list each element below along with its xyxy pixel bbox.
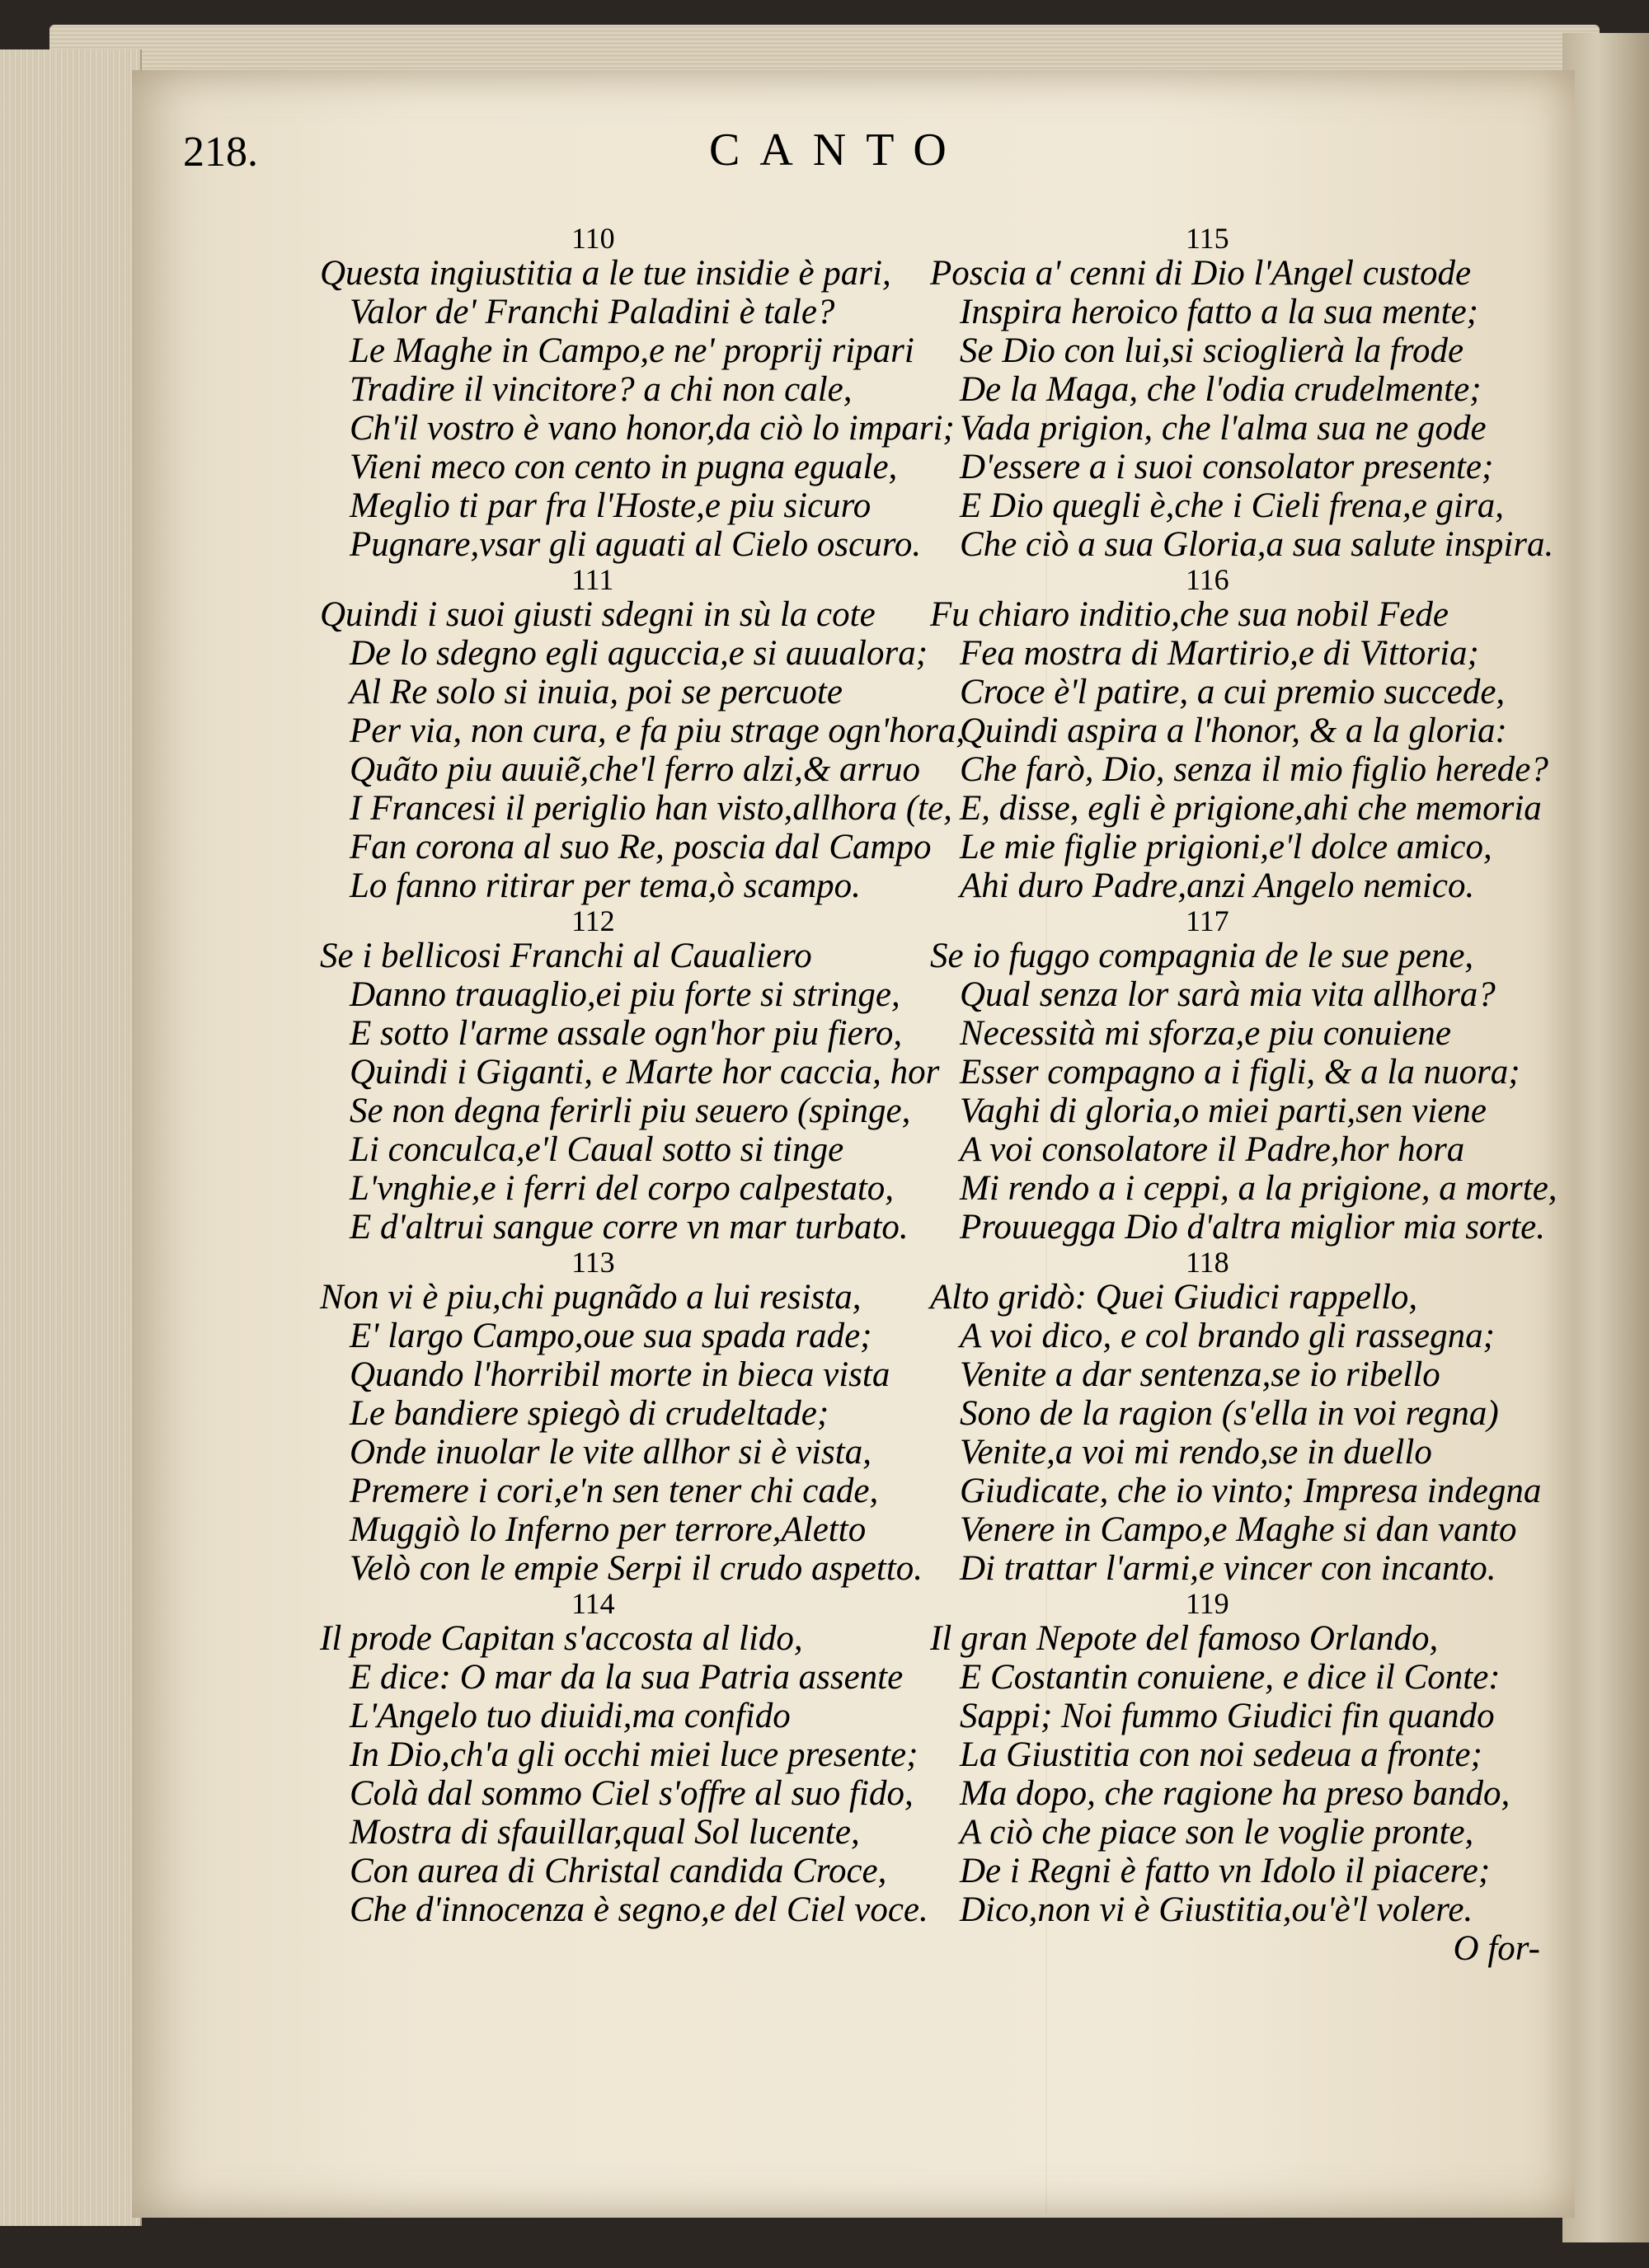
verse-line: Poscia a' cenni di Dio l'Angel custode — [930, 254, 1472, 293]
verse-line: Lo fanno ritirar per tema,ò scampo. — [350, 866, 861, 905]
verse-line: E sotto l'arme assale ogn'hor piu fiero, — [350, 1014, 903, 1053]
verse-line: D'essere a i suoi consolator presente; — [960, 448, 1494, 486]
verse-line: Necessità mi sforza,e piu conuiene — [960, 1014, 1451, 1053]
verse-line: L'Angelo tuo diuidi,ma confido — [350, 1697, 791, 1735]
right-column — [930, 223, 1573, 1968]
stanza-number: 112 — [571, 904, 615, 937]
verse-line: A voi dico, e col brando gli rassegna; — [960, 1317, 1495, 1355]
verse-line: E dice: O mar da la sua Patria assente — [350, 1658, 904, 1697]
verse-line: Tradire il vincitore? a chi non cale, — [350, 370, 853, 409]
verse-line: Venite,a voi mi rendo,se in duello — [960, 1433, 1432, 1472]
verse-line: Che d'innocenza è segno,e del Ciel voce. — [350, 1890, 928, 1929]
verse-line: Sappi; Noi fummo Giudici fin quando — [960, 1697, 1495, 1735]
verse-line: Vieni meco con cento in pugna eguale, — [350, 448, 898, 486]
verse-line: De lo sdegno egli aguccia,e si auualora; — [350, 634, 928, 673]
verse-line: Fu chiaro inditio,che sua nobil Fede — [930, 595, 1449, 634]
verse-line: Li conculca,e'l Caual sotto si tinge — [350, 1130, 844, 1169]
verse-line: L'vnghie,e i ferri del corpo calpestato, — [350, 1169, 895, 1208]
stanza — [930, 1588, 1573, 1929]
verse-line: Ch'il vostro è vano honor,da ciò lo impari; — [350, 409, 955, 448]
verse-line: E Costantin conuiene, e dice il Conte: — [960, 1658, 1501, 1697]
verse-line: Muggiò lo Inferno per terrore,Aletto — [350, 1510, 867, 1549]
verse-line: Che ciò a sua Gloria,a sua salute inspira. — [960, 525, 1554, 564]
verse-line: Fan corona al suo Re, poscia dal Campo — [350, 828, 932, 866]
stanza-number: 115 — [1186, 222, 1229, 255]
verse-line: La Giustitia con noi sedeua a fronte; — [960, 1735, 1482, 1774]
verse-line: Danno trauaglio,ei piu forte si stringe, — [350, 975, 900, 1014]
page-number: 218. — [183, 129, 258, 176]
verse-line: Velò con le empie Serpi il crudo aspetto. — [350, 1549, 923, 1588]
verse-line: A ciò che piace son le voglie pronte, — [960, 1813, 1474, 1852]
verse-line: Non vi è piu,chi pugnãdo a lui resista, — [320, 1278, 862, 1317]
verse-line: I Francesi il periglio han visto,allhora (te, — [350, 789, 952, 828]
verse-line: Quindi i Giganti, e Marte hor caccia, hor — [350, 1053, 940, 1092]
verse-line: Le bandiere spiegò di crudeltade; — [350, 1394, 829, 1433]
verse-line: Mi rendo a i ceppi, a la prigione, a morte, — [960, 1169, 1557, 1208]
verse-line: Con aurea di Christal candida Croce, — [350, 1852, 887, 1890]
verse-line: Se non degna ferirli piu seuero (spinge, — [350, 1092, 911, 1130]
verse-line: Le mie figlie prigioni,e'l dolce amico, — [960, 828, 1492, 866]
verse-line: In Dio,ch'a gli occhi miei luce presente; — [350, 1735, 918, 1774]
verse-line: Il gran Nepote del famoso Orlando, — [930, 1619, 1439, 1658]
verse-line: Se i bellicosi Franchi al Caualiero — [320, 937, 812, 975]
verse-line: De i Regni è fatto vn Idolo il piacere; — [960, 1852, 1491, 1890]
verse-line: Colà dal sommo Ciel s'offre al suo fido, — [350, 1774, 914, 1813]
verse-line: Al Re solo si inuia, poi se percuote — [350, 673, 843, 711]
stanza-number: 116 — [1186, 563, 1229, 596]
verse-line: Quando l'horribil morte in bieca vista — [350, 1355, 890, 1394]
verse-line: Ma dopo, che ragione ha preso bando, — [960, 1774, 1510, 1813]
verse-line: Vada prigion, che l'alma sua ne gode — [960, 409, 1487, 448]
verse-line: Premere i cori,e'n sen tener chi cade, — [350, 1472, 879, 1510]
book-page-edges — [0, 49, 142, 2226]
verse-line: Esser compagno a i figli, & a la nuora; — [960, 1053, 1520, 1092]
stanza — [930, 1247, 1573, 1588]
verse-line: E Dio quegli è,che i Cieli frena,e gira, — [960, 486, 1504, 525]
stanza — [320, 905, 938, 1247]
verse-line: Onde inuolar le vite allhor si è vista, — [350, 1433, 871, 1472]
stanza — [320, 222, 955, 564]
verse-line: Quindi i suoi giusti sdegni in sù la cote — [320, 595, 876, 634]
stanza — [930, 223, 1573, 564]
stanza — [320, 1588, 938, 1929]
verse-line: Prouuegga Dio d'altra miglior mia sorte. — [960, 1208, 1545, 1247]
verse-line: Le Maghe in Campo,e ne' proprij ripari — [350, 331, 914, 370]
verse-line: Che farò, Dio, senza il mio figlio herede? — [960, 750, 1548, 789]
verse-line: Se io fuggo compagnia de le sue pene, — [930, 937, 1474, 975]
verse-line: A voi consolatore il Padre,hor hora — [960, 1130, 1465, 1169]
book-top-edge — [49, 25, 1600, 74]
verse-line: E' largo Campo,oue sua spada rade; — [350, 1317, 872, 1355]
verse-line: Pugnare,vsar gli aguati al Cielo oscuro. — [350, 525, 922, 564]
stanza — [320, 563, 965, 905]
verse-line: Vaghi di gloria,o miei parti,sen viene — [960, 1092, 1487, 1130]
verse-line: E, disse, egli è prigione,ahi che memoria — [960, 789, 1542, 828]
stanza — [320, 1247, 938, 1588]
stanza-number: 113 — [571, 1246, 615, 1279]
facing-page-edge — [1562, 33, 1649, 2242]
verse-line: Dico,non vi è Giustitia,ou'è'l volere. — [960, 1890, 1473, 1929]
verse-line: Inspira heroico fatto a la sua mente; — [960, 293, 1479, 331]
stanza-number: 110 — [571, 222, 615, 255]
verse-line: Qual senza lor sarà mia vita allhora? — [960, 975, 1496, 1014]
stanza — [930, 905, 1573, 1247]
verse-line: Meglio ti par fra l'Hoste,e piu sicuro — [350, 486, 871, 525]
verse-line: Se Dio con lui,si scioglierà la frode — [960, 331, 1464, 370]
stanza — [930, 564, 1573, 905]
verse-line: Croce è'l patire, a cui premio succede, — [960, 673, 1506, 711]
catchword: O for- — [1453, 1929, 1540, 1968]
verse-line: Il prode Capitan s'accosta al lido, — [320, 1619, 803, 1658]
verse-line: Venere in Campo,e Maghe si dan vanto — [960, 1510, 1517, 1549]
verse-line: Quindi aspira a l'honor, & a la gloria: — [960, 711, 1507, 750]
verse-line: Sono de la ragion (s'ella in voi regna) — [960, 1394, 1499, 1433]
verse-line: Per via, non cura, e fa piu strage ogn'hora, — [350, 711, 965, 750]
verse-line: Valor de' Franchi Paladini è tale? — [350, 293, 835, 331]
stanza-number: 119 — [1186, 1587, 1229, 1620]
verse-line: Ahi duro Padre,anzi Angelo nemico. — [960, 866, 1475, 905]
verse-line: Venite a dar sentenza,se io ribello — [960, 1355, 1440, 1394]
verse-line: De la Maga, che l'odia crudelmente; — [960, 370, 1482, 409]
verse-line: Questa ingiustitia a le tue insidie è pari, — [320, 254, 891, 293]
verse-line: Mostra di sfauillar,qual Sol lucente, — [350, 1813, 860, 1852]
running-header: CANTO — [709, 124, 966, 176]
stanza-number: 117 — [1186, 904, 1229, 937]
left-column — [320, 222, 965, 1929]
stanza-number: 111 — [571, 563, 614, 596]
verse-line: E d'altrui sangue corre vn mar turbato. — [350, 1208, 909, 1247]
verse-line: Quãto piu auuiẽ,che'l ferro alzi,& arruo — [350, 750, 920, 789]
verse-line: Alto gridò: Quei Giudici rappello, — [930, 1278, 1418, 1317]
stanza-number: 114 — [571, 1587, 615, 1620]
verse-line: Fea mostra di Martirio,e di Vittoria; — [960, 634, 1479, 673]
stanza-number: 118 — [1186, 1246, 1229, 1279]
verse-line: Di trattar l'armi,e vincer con incanto. — [960, 1549, 1496, 1588]
verse-line: Giudicate, che io vinto; Impresa indegna — [960, 1472, 1542, 1510]
